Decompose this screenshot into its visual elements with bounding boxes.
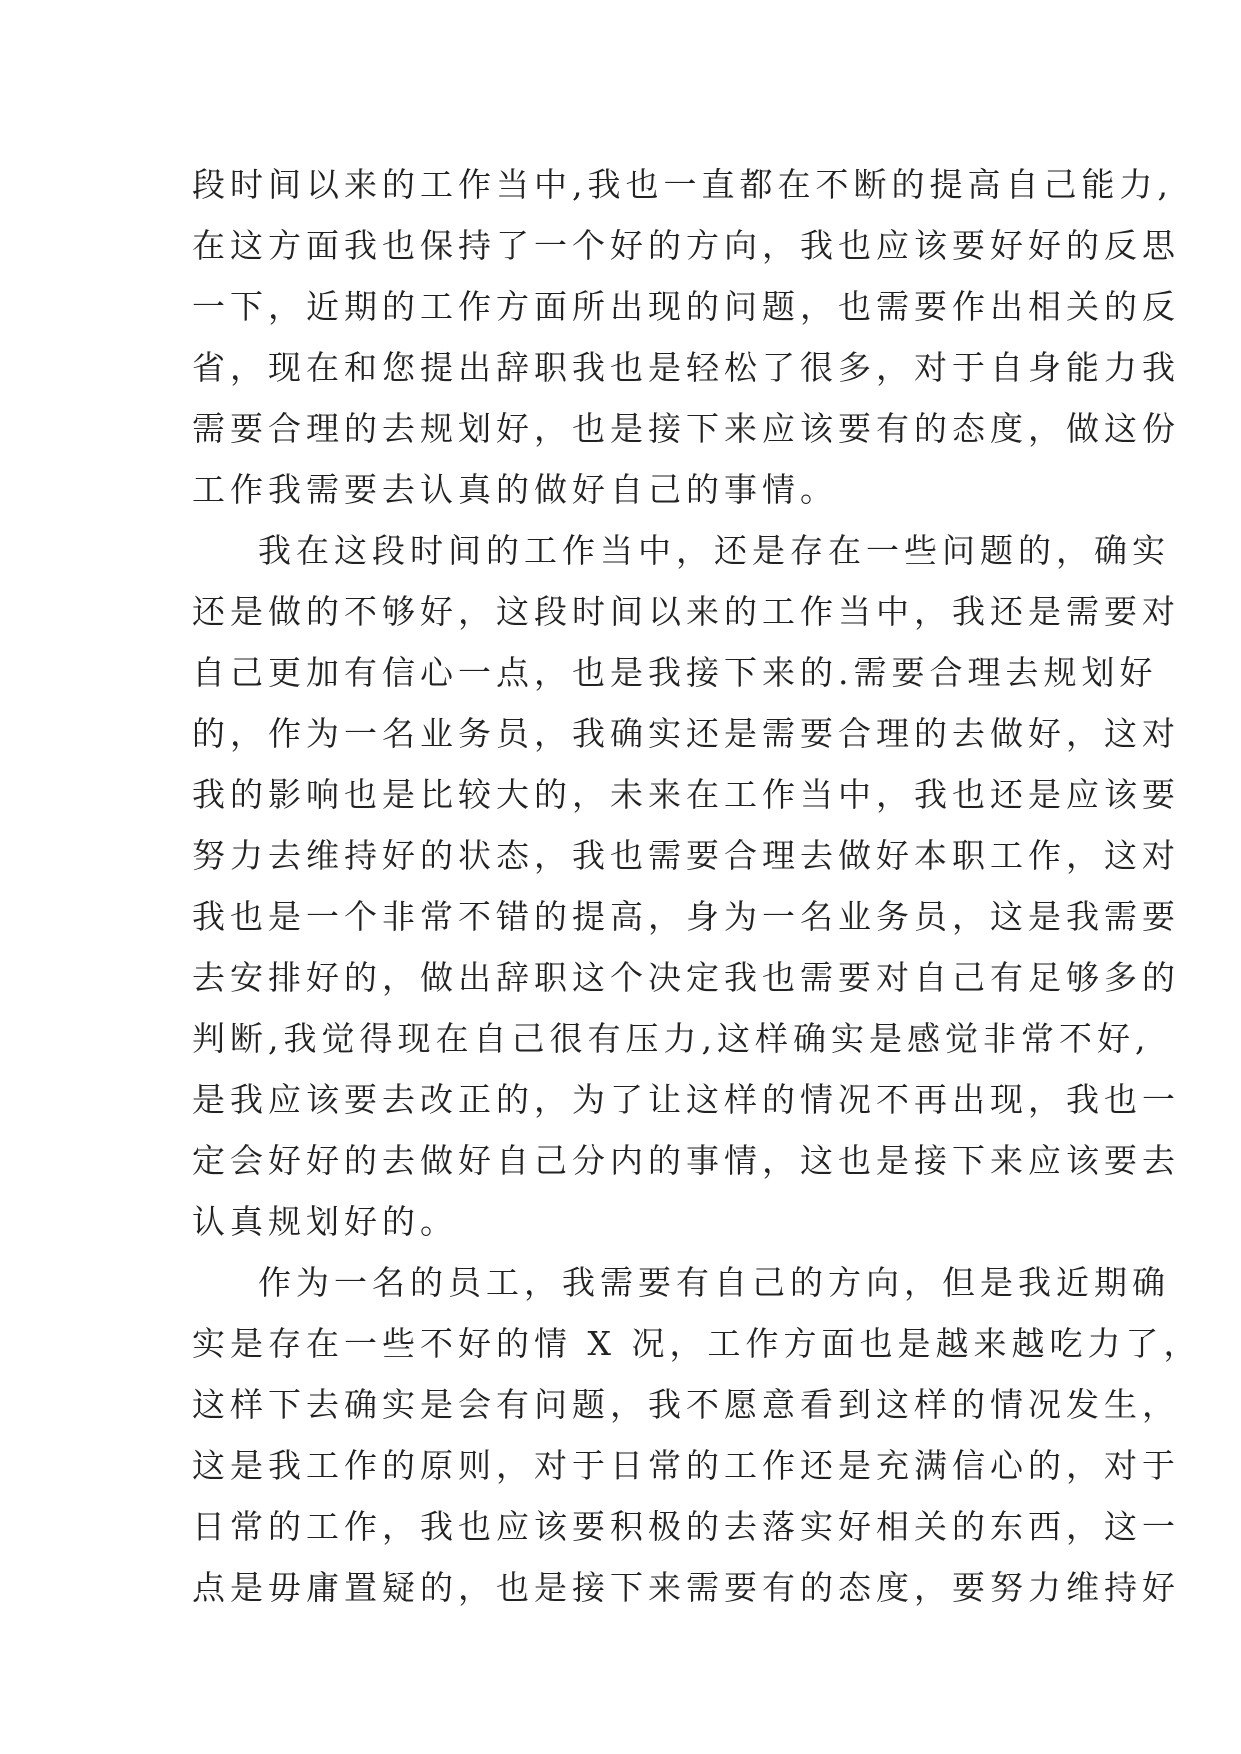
text-line: 认真规划好的。 (192, 1202, 458, 1241)
text-line: 在这方面我也保持了一个好的方向，我也应该要好好的反思 (192, 226, 1180, 265)
text-line: 努力去维持好的状态，我也需要合理去做好本职工作，这对 (192, 836, 1180, 875)
text-line: 这是我工作的原则，对于日常的工作还是充满信心的，对于 (192, 1446, 1180, 1485)
text-line: 我也是一个非常不错的提高，身为一名业务员，这是我需要 (192, 897, 1180, 936)
document-body (192, 154, 1202, 1618)
text-line: 日常的工作，我也应该要积极的去落实好相关的东西，这一 (192, 1507, 1180, 1546)
text-line: 去安排好的，做出辞职这个决定我也需要对自己有足够多的 (192, 958, 1180, 997)
text-line: 自己更加有信心一点，也是我接下来的.需要合理去规划好 (192, 653, 1158, 692)
text-line: 这样下去确实是会有问题，我不愿意看到这样的情况发生， (192, 1385, 1180, 1424)
text-line: 段时间以来的工作当中,我也一直都在不断的提高自己能力, (192, 165, 1173, 204)
text-line: 定会好好的去做好自己分内的事情，这也是接下来应该要去 (192, 1141, 1180, 1180)
paragraph-first-line: 我在这段时间的工作当中，还是存在一些问题的，确实 (258, 531, 1170, 570)
text-line: 的，作为一名业务员，我确实还是需要合理的去做好，这对 (192, 714, 1180, 753)
text-line: 实是存在一些不好的情 X 况，工作方面也是越来越吃力了， (192, 1324, 1202, 1363)
text-line: 我的影响也是比较大的，未来在工作当中，我也还是应该要 (192, 775, 1180, 814)
text-line: 省，现在和您提出辞职我也是轻松了很多，对于自身能力我 (192, 348, 1180, 387)
paragraph-first-line: 作为一名的员工，我需要有自己的方向，但是我近期确 (258, 1263, 1170, 1302)
text-line: 工作我需要去认真的做好自己的事情。 (192, 470, 838, 509)
text-line: 点是毋庸置疑的，也是接下来需要有的态度，要努力维持好 (192, 1568, 1180, 1607)
text-line: 一下，近期的工作方面所出现的问题，也需要作出相关的反 (192, 287, 1180, 326)
text-line: 需要合理的去规划好，也是接下来应该要有的态度，做这份 (192, 409, 1180, 448)
text-line: 判断,我觉得现在自己很有压力,这样确实是感觉非常不好, (192, 1019, 1151, 1058)
text-line: 还是做的不够好，这段时间以来的工作当中，我还是需要对 (192, 592, 1180, 631)
text-line: 是我应该要去改正的，为了让这样的情况不再出现，我也一 (192, 1080, 1180, 1119)
